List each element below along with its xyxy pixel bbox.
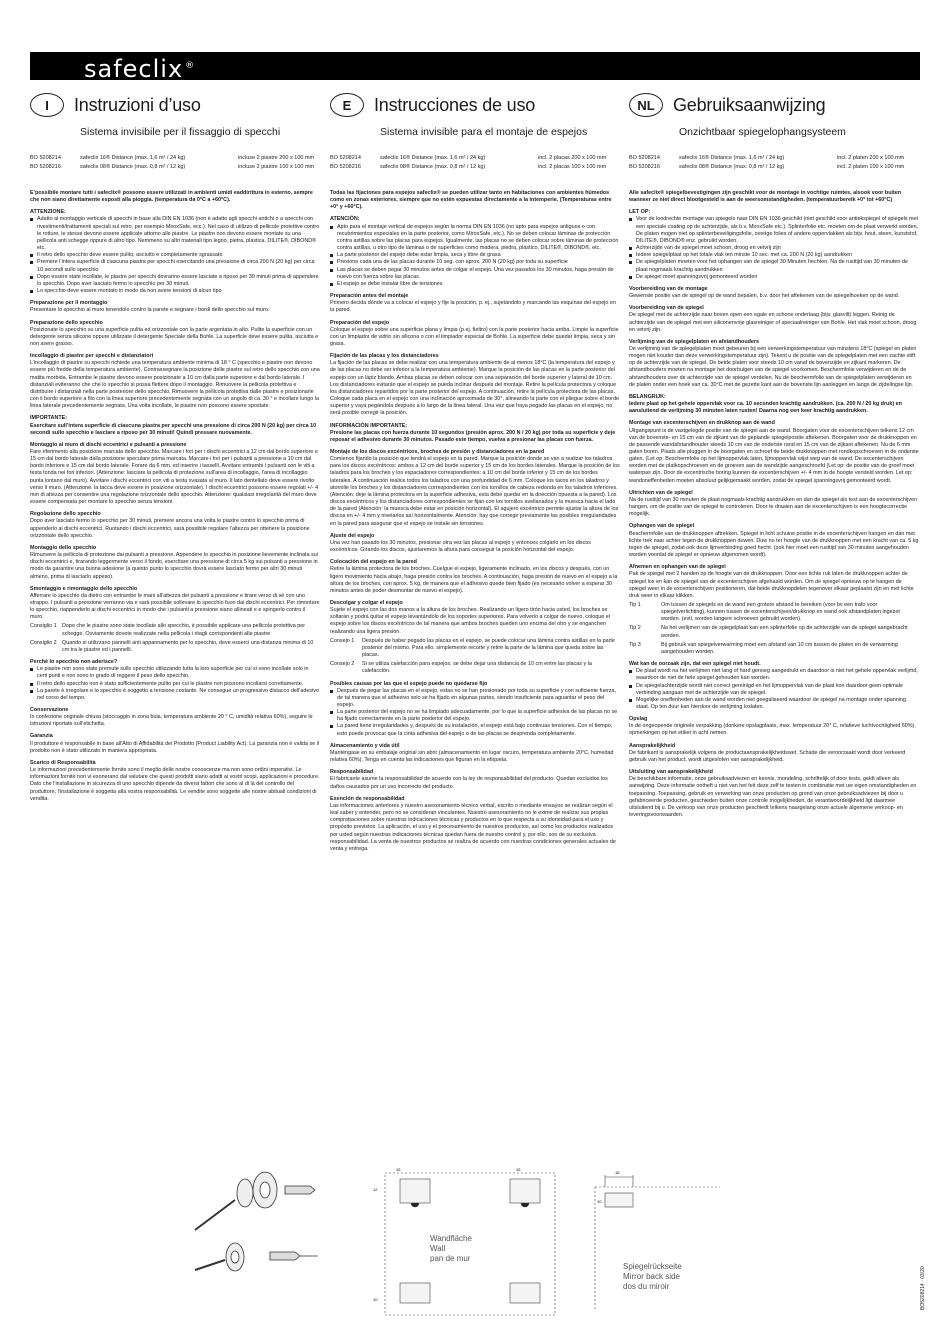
attention-heading: ATTENZIONE: xyxy=(30,209,66,216)
section-heading: Exención de responsabilidad xyxy=(330,795,405,802)
instructions-body xyxy=(330,190,620,1070)
failure-item: De spiegelachterzijde wordt niet correct gereinigd en het lijmoppervlak van de plaat kon daardoor geen optimale verbinding aangaan met de achterzijde van de spiegel. xyxy=(629,683,919,697)
section-heading: Aansprakelijkheid xyxy=(629,742,676,749)
column-dutch xyxy=(629,90,919,1070)
page-subtitle: Onzichtbaar spiegelophangsysteem xyxy=(679,126,846,138)
section-heading: Preparazione per il montaggio xyxy=(30,300,108,307)
tip-label: Tip 1 xyxy=(629,601,641,608)
section-heading: Fijación de las placas y los distanciadores xyxy=(330,353,439,360)
tip-label: Consiglio 2 xyxy=(30,639,57,646)
product-row xyxy=(30,154,320,163)
failure-item: Después de pegar las placas en el espejo, estas no se han presionado por toda su superficie y con suficiente fuerza, de tal manera que el adhesivo solo se ha fijado en algunas partes, siendo insuficiente para aguantar el peso del espejo. xyxy=(330,688,620,709)
section-heading: Preparación antes del montaje xyxy=(330,293,409,300)
failure-heading: Posibles causas por las que el espejo puede no quedarse fijo xyxy=(330,680,488,687)
dim-label: 10 xyxy=(597,1199,602,1204)
attention-item: Achterzijde van de spiegel moet schoon, droog en vetvrij zijn xyxy=(629,245,919,252)
attention-item: Iedere spiegelplaat op het totale vlak ten minste 10 sec. met ca. 200 N (20 kg) aandrukken xyxy=(629,252,919,259)
failure-heading: Perchè lo specchio non aderisce? xyxy=(30,659,118,666)
section-heading: Montage van excenterschijven en drukknop aan de wand xyxy=(629,420,775,427)
section-heading: Montaggio al muro di dischi eccentrici e pulsanti a pressione xyxy=(30,441,187,448)
intro-text: Todas las fijaciones para espejos safeclix® se pueden utilizar tanto en habitaciones con ambientes húmedos como en zonas exteriores, siempre que no estén expuestas directamente a la intemperie. (Temperaturas entre +0° y +60°C). xyxy=(330,190,612,211)
intro-text: E’possibile montare tutti i safeclix® possono essere utilizzati in ambienti umidi eaddirittura in esterno, sempre che non siano direttamente esposti alla pioggia. (temperatura da 0°C a +60°C). xyxy=(30,190,313,204)
tip-item xyxy=(629,625,919,639)
product-name: safeclix 16® Distance (max. 1,6 m² / 24 kg) xyxy=(679,155,785,161)
product-name: safeclix 08® Distance (max. 0,8 m² / 12 kg) xyxy=(679,164,785,170)
tip-label: Consiglio 1 xyxy=(30,623,57,630)
section-text: Na de rusttijd van 30 minuten de plaat nogmaals krachtig aandrukken en dan de spiegel als test aan de excenterschijven hangen, om de positie van de spiegel te controleren. Door te draaien aan de excenterschijven is een hoogtecorrectie mogelijk. xyxy=(629,496,917,518)
failure-item: La pared tiene irregularidades y, después de su instalación, el espejo está bajo continuas tensiones. Con el tiempo, esto puede provocar que la cinta adhesiva del espejo o de las placas se desprenda completamente. xyxy=(330,723,620,737)
section-heading: Voorbereiding van de montage xyxy=(629,285,708,292)
section-heading: Conservazione xyxy=(30,707,69,713)
section-heading: Colocación del espejo en la pared xyxy=(330,559,417,566)
section-text: Uitgangspunt is de vastgelegde positie van de spiegel aan de wand. Boorgaten voor de excenterschijven telkens 12 cm van de bovenste- en 15 cm van de zijkant van de geplande spiegelpositie aftekenen. Boorgaten voor de drukknoppen en de passende wandafstandhouder steeds 10 cm van de onderste rand en 15 cm van de zijkant aftekenen. Nu de 6 mm gaten boren. Plaats alle pluggen in de boorgaten en schroef de beide drukknoppen met rondkopschroeven in de onderste gaten. (Let op: Beschermfolie op het lijmoppervlak laten, lijmoppervlak wijst weg van de wand. De excenterschijven worden met de platkopschroeven en de groeven aan de wandzijde aangeschroefd (Let op: de positie van de groef moet waterpas zijn. Door de excentrische boring kunnen de excenterschijven +/- 4 mm in de hoogte versteld worden. Let op: wandoneffenheden moeten absoluut gelijkgemaakt worden, zodat de spiegel spanningsvrij gemonteerd wordt. xyxy=(629,427,919,484)
language-badge: I xyxy=(30,93,64,117)
section-heading: Ophangen van de spiegel xyxy=(629,523,695,530)
attention-item: Premere l’intera superficie di ciascuna piastra per specchi esercitando una pressione di circa 200 N (20 kg) per circa 10 secondi sullo specchio xyxy=(30,259,320,273)
dim-label: 15 xyxy=(396,1167,401,1172)
product-name: safeclix 08® Distance (max. 0,8 m² / 12 kg) xyxy=(380,164,486,170)
attention-item: De spiegelplaten moeten voor het ophangen van de spiegel 30 Minuten hechten. Na de rusttijd van 30 minuten de plaat nogmaals krachtig aandrukken xyxy=(629,259,919,273)
section-heading: Garanzia xyxy=(30,733,53,740)
failure-item: Le piastre non sono state premute sullo specchio utilizzando tutta la loro superficie per cui si sono incollate solo in certi punti e non sono in grado di reggere il peso dello specchio. xyxy=(30,666,320,680)
attention-item: De spiegel moet spanningsvrij gemonteerd worden xyxy=(629,274,919,281)
failure-heading: Wat kan de oorzaak zijn, dat een spiegel niet houdt. xyxy=(629,661,761,668)
tip-text: Quando si utilizzano pannelli anti appannamento per lo specchio, deve esserci una distanza minima di 10 cm tra le piastre ed i pannelli. xyxy=(62,639,314,653)
section-heading: Ajuste del espejo xyxy=(330,532,375,539)
dim-label: 12 xyxy=(373,1187,378,1192)
section-heading: BELANGRIJK: xyxy=(629,393,666,400)
section-text: Las informaciones anteriores y nuestro asesoramiento técnico verbal, escrito o mediante ensayos se realizan según el leal saber y entender, pero no se consideran vinculantes. Nuestro asesoramiento no le exime de realizar sus propias comprobaciones sobre nuestras indicaciones técnicas y productos en lo que respecta a su idoneidad para el uso y propósito previstos. La aplicación, el uso y el procesamiento de nuestros productos, así como los productos realizados por usted según nuestras indicaciones técnicas quedan fuera de nuestro control y, por ello, son de su exclusiva responsabilidad. La venta de nuestros productos se realiza de acuerdo con nuestras condiciones generales actuales de venta y entrega. xyxy=(330,802,616,852)
product-list xyxy=(30,154,320,172)
section-text: Retire la lámina protectora de los broches. Cuelgue el espejo, ligeramente inclinado, en los discos y después, con un ligero movimiento hacia abajo, haga presión contra los broches. A continuación, haga presión de nuevo en el espejo a la altura de los broches, con aprox. 5 kg, de manera que el adhesivo quede bien fijado (es necesario volver a esperar 30 minutos antes de poder desmontar de nuevo el espejo). xyxy=(330,566,618,594)
section-text: Rimuovere la pellicola di protezione dai pulsanti a pressione. Appendere lo specchio in posizione lievemente inclinata sui dischi eccentrici e, tirarando leggermente verso il fondo, esercitare una pressione di circa 5 kg sui pulsanti a pressione in modo da garantire una buona adesione (a questo punto lo specchio dovrà essere lasciato fermo per altri 30 minuti almeno, prima di lasciarlo appeso). xyxy=(30,552,318,580)
product-plates: incl. 2 platen 100 x 100 mm xyxy=(837,164,905,170)
section-text: L’incollaggio di piastre su specchi richiede una temperatura ambiente minima di 18 ° C (specchio e piastre non devono essere più fredde della temperatura ambiente). Contrassegnare la posizione delle piastre sul retro dello specchio con una matita morbida. Entrambe le piastre devono essere posizionate a 10 cm dalla parte superiore e dal bordo laterale. I distanziali eviteranno che che lo specchio si possa flettere dopo il montaggio. Rimuovere la pellicola protettiva e distribuire i distanziali nella parte posteriore dello specchio. Rimuovere la pellicola protettiva dalle piastre e posizionarle con il bordo superiore a filo con la linea superiore precedentemente segnata con un angolo di ca. 30 ° e incollare lungo la linea laterale precedentemente segnata. Una volta incollate, le piastre non possono essere spostate. xyxy=(30,360,320,410)
section-text: Primero decida dónde va a colocar el espejo y fije la posición, p. ej., sujetándolo y marcando las esquinas del espejo en la pared. xyxy=(330,300,616,314)
tip-label: Tip 3 xyxy=(629,641,641,648)
failure-item: De plaat wordt na het verlijmen niet lang of hard genoeg aangedrukt en daardoor is niet het gehele oppervlak verlijmd, waardoor de niet de hele spiegel gehouden kan worden. xyxy=(629,668,919,682)
section-text: Pak de spiegel met 2 handen op de hoogte van de drukknoppen. Door een lichte ruk laten de drukknoppen achter de spiegel los en kan de spiegel van de excenterschijven afgehaald worden. Om de spiegel opnieuw op te hangen de spiegel weer in de excenterschijven positioneren, dat beide drukknopdelen tegenover elkaar geplaatst zijn en met lichte druk weer in elkaar klikken. xyxy=(629,571,914,599)
page-subtitle: Sistema invisible para el montaje de espejos xyxy=(380,126,588,138)
language-header xyxy=(30,90,320,120)
product-row xyxy=(30,163,320,172)
attention-heading: ATENCIÓN: xyxy=(330,216,360,223)
section-heading: Regolazione dello specchio xyxy=(30,511,101,518)
product-name: safeclix 16® Distance (max. 1,6 m² / 24 kg) xyxy=(380,155,486,161)
section-text: Dopo aver lasciato fermo lo specchio per 30 minuti, premere ancora una volta le piastre contro lo specchio prima di appenderlo ai dischi eccentrici. Ruotando i dischi eccentrici, sarà possibile regolare l’altezza per ottenere la posizione orizzontale dello specchio. xyxy=(30,518,310,539)
column-italian xyxy=(30,90,320,1070)
instructions-body xyxy=(30,190,320,1070)
section-heading: Preparación del espejo xyxy=(330,319,390,326)
language-header xyxy=(330,90,620,120)
section-text: Comience fijando la posición que tendrá el espejo en la pared. Marque la posición donde se van a realizar los taladros para los discos excéntricos: ambos a 12 cm del borde superior y 15 cm de los bordes laterales. Marque la posición de los taladros para los broches y los espaciadores correspondientes: a 10 cm del borde inferior y 15 cm de los bordes laterales. A continuación realice todos los taladros con una profundidad de 6 mm. Coloque los tacos en los taladros y atornille los broches y los distanciadores correspondientes con los tornillos de cabeza redonda en los taladros inferiores. (Atención: deje la lámina protectora en la superficie adhesiva, esta debe quedar en la dirección opuesta a la pared). Los discos excéntricos y los distanciadores correspondientes se fijan con los tornillos avellanados y la muesca hacia el lado de la pared (Atención: la muesca debe estar en posición horizontal). El agujero excéntrico permite ajustar la altura de los discos en +/- 4 mm y nivelarlos así horizontalmente. Atención: hay que corregir previamente las posibles irregularidades en la pared para asegurar que el espejo se instale sin tensiones. xyxy=(330,456,620,527)
product-code: BO 5208214 xyxy=(330,155,361,161)
section-text: Il produttore è responsabile in base all’Atto di Affidabilità del Prodotto (Product Liability Act). La garanzia non è valida se il prodotto non è stato utilizzato in maniera appropriata. xyxy=(30,740,320,754)
failure-item: La parete è irregolare e lo specchio è soggetto a tensione costante. Ne consegue un progressivo distacco dell’adesivo nel corso del tempo. xyxy=(30,688,320,702)
section-heading: Verlijming van de spiegelplaten en afstandhouders xyxy=(629,338,760,345)
section-heading: Uitsluiting van aansprakelijkheid xyxy=(629,769,713,776)
mirror-label: Spiegelrückseite xyxy=(623,1262,682,1271)
tip-text: Bij gebruik van spiegelverwarming moet een afstand van 10 cm tussen de platen en de verwarming aangehouden worden. xyxy=(661,641,898,655)
attention-heading: LET OP: xyxy=(629,209,651,216)
tip-text: Dopo che le piastre sono state incollate allo specchio, è possibile applicare una pellicola protettiva per schegge. Ovviamente dovete realizzate nella pellicola i ritagli corrispondenti alle piastre xyxy=(62,623,306,637)
product-plates: incl. 2 placas 200 x 100 mm xyxy=(538,155,607,161)
failure-item: La parte posterior del espejo no se ha limpiado adecuadamente, por lo que la superficie adhesiva de las placas no se ha fijado correctamente en la parte posterior del espejo. xyxy=(330,709,620,723)
section-heading: INFORMACIÓN IMPORTANTE: xyxy=(330,422,408,429)
wall-label: Wall xyxy=(430,1244,446,1253)
tip-item xyxy=(330,638,620,659)
section-heading: Montaje de los discos excéntricos, broches de presión y distanciadores en la pared xyxy=(330,449,545,455)
language-badge: E xyxy=(330,93,364,117)
language-header xyxy=(629,90,919,120)
product-name: safeclix 08® Distance (max. 0,8 m² / 12 kg) xyxy=(80,164,186,170)
attention-item: Dopo essere state incollate, le piastre per specchi dovranno essere lasciate a riposo per 30 minuti prima di appendere lo specchio. Dopo aver lasciato fermo lo specchio per 30 minuti. xyxy=(30,274,320,288)
page-title: Instruzioni d’uso xyxy=(74,94,201,115)
section-text: In confezione originale chiusa (stoccaggio in zona buia, temperatura ambiente 20 ° C, umidità relativa 60%), seguire le istruzioni riportate sull’etichetta. xyxy=(30,714,313,728)
product-code: BO 5208216 xyxy=(629,164,660,170)
dim-label: 10 xyxy=(373,1297,378,1302)
attention-item: Las placas se deben pegar 30 minutos antes de colgar el espejo. Una vez pasados los 30 minutos, haga presión de nuevo con fuerza sobre las placas. xyxy=(330,267,620,281)
section-heading: Voorbereiding van de spiegel xyxy=(629,305,704,312)
section-text: Manténgase en su embalaje original sin abrir (almacenamiento en lugar oscuro, temperatura ambiente 20°C, humedad relativa 60%). Tenga en cuenta las indicaciones que figuran en la etiqueta. xyxy=(330,749,614,764)
tip-text: Después de haber pegado las placas en el espejo, se puede colocar una lámina contra astillas en la parte posterior del mismo. Para ello, simplemente recorte y retire la parte de la lámina que queda sobre las placas. xyxy=(362,637,615,659)
section-heading: IMPORTANTE: xyxy=(30,415,68,422)
tip-label: Consejo 2 xyxy=(330,661,355,668)
wall-label: Wandfläche xyxy=(430,1234,472,1243)
mirror-label: dos du miroir xyxy=(623,1282,670,1291)
page-subtitle: Sistema invisibile per il fissaggio di specchi xyxy=(80,126,281,138)
language-badge: NL xyxy=(629,93,663,117)
section-text: Presione las placas con fuerza durante 10 segundos (presión aprox. 200 N / 20 kg) por toda su superficie y deje reposar el adhesivo durante 30 minutos. Pasado este tiempo, vuelva a presionar las placas con fuerza. xyxy=(330,429,616,443)
product-code: BO 5208216 xyxy=(30,164,61,170)
section-text: De fabrikant is aansprakelijk volgens de productaansprakelijkheidswet. Schade die veroorzaakt wordt door verkeerd gebruik van het product, wordt uitgesloten van aansprakelijkheid. xyxy=(629,749,906,763)
attention-item: Lo specchio deve essere montato in modo da non avere tensioni di alcun tipo xyxy=(30,288,320,295)
product-list xyxy=(330,154,620,172)
safeclix-logo: safeclix ® xyxy=(84,55,196,83)
section-heading: Incollaggio di piastre per specchi e distanziatori xyxy=(30,353,154,360)
page-title: Instrucciones de uso xyxy=(374,94,536,115)
instructions-body xyxy=(629,190,919,1070)
tip-text: Si se utiliza calefacción para espejos, se debe dejar una distancia de 10 cm entre las placas y la calefacción. xyxy=(362,661,592,675)
tip-item xyxy=(330,661,620,675)
section-text: De spiegel met de achterzijde naar boven open een egale en schone onderlaag (bijv. glasvilt) leggen. Reinig de achterzijde van de spiegel met een siliconenvrije glasreiniger of speciaalreiniger van Bohle. Het vlak moet schoon, droog en vetvrij zijn. xyxy=(629,312,917,333)
section-text: In de ongeopende originele verpakking (donkere opslagplaats, max. temperatuur 20° C, relatieve luchtvochtigheid 60%), opmerkingen op het etiket in acht nemen. xyxy=(629,723,916,737)
section-text: Esercitare sull’intera superficie di ciascuna piastra per specchi una pressione di circa 200 N (20 kg) per circa 10 secondi sullo specchio e lasciare a riposo per 30 minuti! Quindi pressare nuovamente. xyxy=(30,422,317,436)
product-plates: incl. 2 placas 100 x 100 mm xyxy=(538,164,607,170)
section-text: El fabricante asume la responsabilidad de acuerdo con la ley de responsabilidad del producto. Quedan excluidos los daños causados por un uso incorrecto del producto. xyxy=(330,776,608,790)
attention-item: Presione cada una de las placas durante 10 seg. con aprox. 200 N (20 kg) por toda su superficie xyxy=(330,259,620,266)
section-text: De verlijming van de spiegelplaten moet gebeuren bij een verwerkingstemperatuur van minstens 18°C (spiegel en platen mogen niet kouder dan deze verwerkingstemperatuur zijn). Tekent u de positie van de spiegelplaten met een zachte stift op de achterzijde van de spiegel. De beide platen voor steeds 10 cm vanaf de bovenzijde en zijkant markeren. De afstandhouders moeten na montage het doorbuigen van de spiegel voorkomen. Beschermfolie verwijderen en de de afstandhouders over de achterzijde van de spiegel verdelen. Nu de beschermfolie van de spiegelplaten verwijderen en de platen onder een hoek van ca. 30°C met de gezette kant aan de bovenste lijn aanleggen en langs de zijdelingse lijn. xyxy=(629,345,917,388)
dim-label: 15 xyxy=(615,1170,620,1175)
mirror-label: Mirror back side xyxy=(623,1272,680,1281)
section-text: Afferrare lo specchio da dietro con entrambe le mani all’altezza dei pulsanti a pressione e tirare verso di sé con uno strappo. I pulsanti a pressione verranno via e sarà possibile sollevare lo specchio fuori dai dischi eccentrici. Per rimontare lo specchio, riappenderlo ai dischi eccentrici in modo che i pulsanti a pressione siano allineati e e spingerlo contro il muro. xyxy=(30,592,320,621)
section-heading: Descolgar y colgar el espejo xyxy=(330,599,403,606)
product-plates: incluse 2 piastre 200 x 100 mm xyxy=(238,155,315,161)
product-code: BO 5208216 xyxy=(330,164,361,170)
section-text: Le informazioni precedentemente fornite sono il meglio delle nostre conoscenze ma non sono ordini imperativi. Le informazioni fornite non vi esonerano dal valutare che questi prodotti siano adatti ai vostri scopi, applicazioni e procedure. Dato che l’installazione in sicurezza di uno specchio dipende da diversi fattori che sono al di là del controllo del produttore, l’installazione è soggetta alla vostra responsabilità. Le vendite sono soggette alle nostre abituali condizioni di vendita. xyxy=(30,767,320,802)
section-text: Coloque el espejo sobre una superficie plana y limpia (p.ej. fieltro) con la parte posterior hacia arriba. Limpie la superficie con un limpiador de vidrio sin silicona o con el limpiador especial de Bohle. La superficie debe quedar limpia, seca y sin grasa. xyxy=(330,326,619,347)
product-code: BO 5208214 xyxy=(629,155,660,161)
tip-item xyxy=(629,602,919,623)
section-text: Posizionate lo specchio su una superficie pulita ed orizzontale con la parte argentata in alto. Pulite la superficie con un detergente senza silicone oppure utilizzate il detergente Speciale della Bohle. La superficie deve essere pulita, asciutta e non avere grasso. xyxy=(30,326,319,347)
wall-label: pan de mur xyxy=(430,1254,471,1263)
product-list xyxy=(629,154,919,172)
attention-item: Adatto al montaggio verticale di specchi in base alla DIN EN 1036 (non è adatto agli specchi antichi o a specchi con rivestimenti/trattamenti speciali sul retro, per esempio MiroxSafe, ecc.). Nel caso di utilizzo di pellicole protettive contro le rotture, le stesse devono essere applicate attorno alle piastre. Le piastre non devono essere montate su una pellicola anti schegge oppure di altro tipo. Nemmeno su altri materiali tipo legno, pietra, plastica, DILITE®, DIBOND® etc. xyxy=(30,216,320,252)
section-text: Beschermfolie van de drukknoppen aftrekken. Spiegel in licht schuine positie in de excenterschijven hangen en dan met lichte trek naar achter tegen de drukknoppen duwen. Duw nu ter hoogte van de drukknoppen met een kracht van ca. 5 kg tegen de spiegel, zodat ook deze lijmverbinding goed hecht. (ook hier moet een rusttijd van 30 minuten aangehouden worden voordat de spiegel er opnieuw afgenomen wordt). xyxy=(629,530,919,559)
attention-item: Il retro dello specchio deve essere pulito, asciutto e completamente sgrassato xyxy=(30,252,320,259)
section-text: Sujete el espejo con las dos manos a la altura de los broches. Realizando un ligero tirón hacia usted, los broches se soltarán y podrá quitar el espejo levantándolo de los soportes superiores. Para volverlo a colgar de nuevo, coloque el espejo sobre los discos excéntricos de tal manera que ambos broches queden uno encima del otro y se enganchen realizando una ligera presión. xyxy=(330,607,610,635)
page-title: Gebruiksaanwijzing xyxy=(673,94,826,115)
section-heading: Scarico di Responsabilità xyxy=(30,759,96,766)
section-heading: Smontaggio e rimontaggio dello specchio xyxy=(30,585,138,592)
tip-text: Om tussen de spiegels en de wand een grotere afstand te bereiken (voor bv een trafo voor spiegelverlichting), kunnen tussen de excenterschijven/drukknop en wand ook afstandplaten ingezet worden. (evtl. worden langere schroeven gebruikt worden). xyxy=(661,601,900,623)
section-heading: Preparazione dello specchio xyxy=(30,319,103,326)
tip-item xyxy=(30,623,320,637)
product-row xyxy=(330,154,620,163)
section-text: Presentare lo specchio al muro tenendolo contro la parete e segnare i bordi dello specchio sul muro. xyxy=(30,307,270,314)
section-heading: Almacenamiento y vida útil xyxy=(330,742,400,749)
product-row xyxy=(629,154,919,163)
attention-item: Voor de loodrechte montage van spiegels naar DIN EN 1036 geschikt (niet geschikt voor antiekspiegel of spiegels met een speciale coating op de achterzijde, als b.v. MiroxSafe etc.). Splinterfolie etc. moeten om de plaat verwerkt worden. De platen mogen niet op splinterbeveiligingsfolie, overige folies of andere oppervlakken als bijv. hout, steen, kunststof, DILITE®, DIBOND® enz. gebruikt worden. xyxy=(629,216,919,245)
section-text: La fijación de las placas se debe realizar con una temperatura ambiente de al menos 18°C (la temperatura del espejo y de las placas no debe ser inferior a la temperatura ambiente). Marque la posición de las placas en la parte posterior del espejo con un lápiz blando. Ambas placas se deben colocar con una separación del borde superior y lateral de 10 cm. Los distanciadores evitarán que el espejo se pueda inclinar después del montaje. Retire la película protectora y coloque los distanciadores repartidos por la parte posterior del espejo. A continuación, retire la película protectora de las placas. Coloque cada placa en el espejo con una inclinación aproximada de 30°, alineando la parte con el pliegue sobre el borde superior y vaya pegándola después a lo largo de la línea lateral. Una vez que haya pegado las placas en el espejo, no será posible corregir la posición. xyxy=(330,360,619,417)
hardware-illustration xyxy=(190,1160,340,1300)
product-code: BO 5208214 xyxy=(30,155,61,161)
document-code: BO5208214 · 03/20 xyxy=(920,1266,926,1310)
column-spanish xyxy=(330,90,620,1070)
attention-item: La parte posterior del espejo debe estar limpia, seca y libre de grasa xyxy=(330,252,620,259)
section-text: De beschikbare informatie, onze gebruiksadviezen en kennis, mondeling, schriftelijk of door tests, geldt alleen als aanwijzing. Deze informatie ontheft u niet van het feit deze zelf te testen in combinatie met uw eigen omstandigheden en toepassing. Toepassing, gebruik en verwerking van onze producten op grond van onze gebruiksadviezen bij door u gefabriceerde producten, geschieden buiten onze controle mogelijkheden, de verantwoordelijkheid ligt daarmee uitsluitend bij u. De verkoop van onze producten geschiedt telkens naargelang onze actuele algemene verkoop- en leveringsvoorwaarden. xyxy=(629,776,917,819)
tip-label: Tip 2 xyxy=(629,625,641,632)
section-text: Iedere plaat op het gehele oppervlak voor ca. 10 seconden krachtig aandrukken. (ca. 200 N / 20 kg druk) en aansluitend de verlijming 30 minuten laten rusten! Daarna nog een keer krachtig aandrukken. xyxy=(629,401,902,415)
product-row xyxy=(330,163,620,172)
mirror-back-diagram xyxy=(585,1165,725,1315)
failure-item: Il retro dello specchio non è stato sufficientemente pulito per cui le piastre non possono incollarsi correttamente. xyxy=(30,681,320,688)
eccentric-disc-icon xyxy=(237,1179,253,1207)
attention-item: Apto para el montaje vertical de espejos según la norma DIN EN 1036 (no apto para espejos antiguos o con recubrimientos especiales en la parte posterior, como MiroxSafe, etc.). No se deben colocar láminas de protección contra astillas sobre las placas para espejos. Igualmente, las placas no se deben colocar sobre láminas de protección contra astillas, u otro tipo de láminas o de superficies como madera, piedra, plástico, DILITE®, DIBOND®, etc. xyxy=(330,224,620,253)
tip-text: Na het verlijmen van de spiegelplaat kan een splinterfolie op de achterzijde van de spiegel aangebracht worden. xyxy=(661,625,908,639)
section-text: Gewenste positie van de spiegel op de wand bepalen, b.v. door het aftekenen van de spiegelhoeken op de wand. xyxy=(629,293,900,300)
product-name: safeclix 16® Distance (max. 1,6 m² / 24 kg) xyxy=(80,155,186,161)
section-heading: Uitrichten van de spiegel xyxy=(629,489,693,496)
dim-label: 15 xyxy=(516,1167,521,1172)
section-heading: Opslag xyxy=(629,716,648,723)
section-text: Fare riferimento alla posizione marcata dello specchio. Marcare i fori per i dischi eccentrici a 12 cm dal bordo superiore e 15 cm dal bordo laterale dalla posizione speculare prima marcata. Marcare i fori per i pulsanti a pressione a 10 cm dal bordo inferiore e 15 cm dal bordo laterale. Forare da 6 mm. ed inserire i tasselli. Avvitare entrambi i pulsanti con le viti a testa tonda nei fori inferiori. (Attenzione: lasciare la pellicola di protezione sull’area di incollaggio, l’area di incollaggio punta lontano dal muro). Avvitare i dischi eccentrici con viti a testa svasata al muro. Il lato dentellato deve essere rivolto verso il muro. (Attenzione: la tacca deve essere in posizione orizzontale). I dischi eccentrici possono essere regolati +/- 4 mm di altezza per consentire una regolazione orizzontale dello specchio. Attenzione: qualsiasi irregolarità del muro deve essere compensata per montare lo specchio senza tensioni xyxy=(30,449,319,506)
failure-item: Mogelijke oneffenheden aan de wand worden niet geegaliseerd waardoor de spiegel na montage onder spanning staat. Op ten duur kan hierdoor de verlijming loslaten. xyxy=(629,697,919,711)
section-heading: Montaggio dello specchio xyxy=(30,544,97,551)
product-plates: incluse 2 piastre 100 x 100 mm xyxy=(238,164,315,170)
tip-item xyxy=(30,640,320,654)
section-heading: Responsabilidad xyxy=(330,769,374,776)
wall-drilling-diagram xyxy=(370,1165,560,1325)
tip-label: Consejo 1 xyxy=(330,637,355,644)
section-heading: Afnemen en ophangen van de spiegel xyxy=(629,564,726,571)
product-plates: incl. 2 platen 200 x 100 mm xyxy=(837,155,905,161)
product-row xyxy=(629,163,919,172)
intro-text: Alle safeclix® spiegelbevestigingen zijn geschikt voor de montage in vochtige ruimtes, alsook voor buiten wanneer ze niet direct blootgesteld is aan de weersomstandigheden. (temperatuurbereik +0° tot +60°C) xyxy=(629,190,902,204)
section-text: Una vez han pasado los 30 minutos, presionar otra vez las placas al espejo y entonces colgarlo en los discos excéntricos. Girando los discos, ajustaremos la altura para conseguir la posición horizontal del espejo. xyxy=(330,539,591,554)
tip-item xyxy=(629,642,919,656)
attention-item: El espejo se debe instalar libre de tensiones xyxy=(330,281,620,288)
